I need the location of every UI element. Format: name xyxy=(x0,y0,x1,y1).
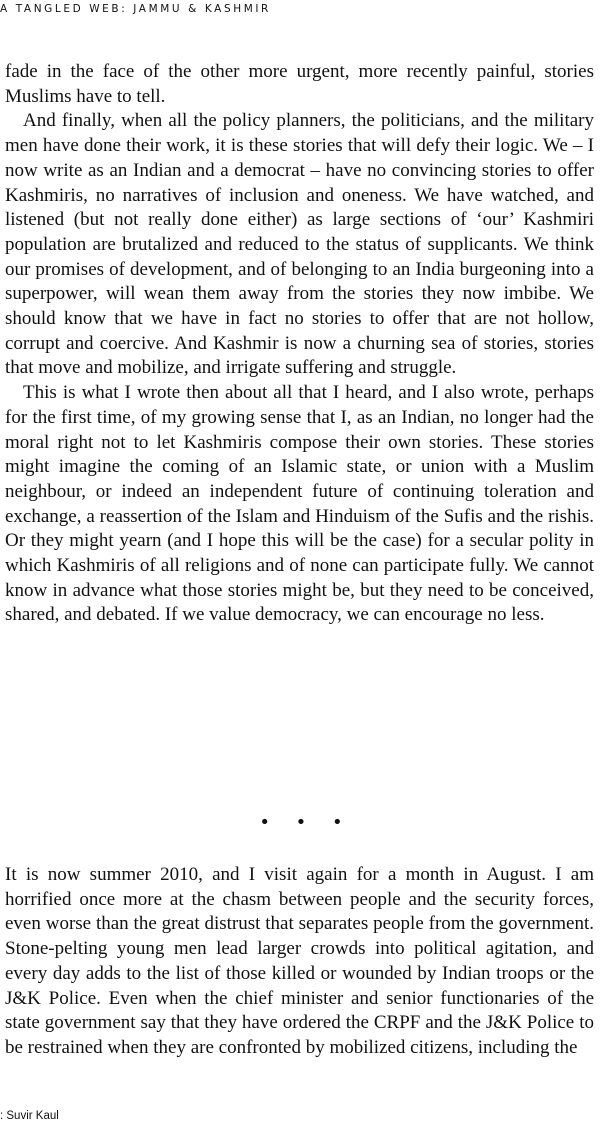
author-footer: : Suvir Kaul xyxy=(0,1110,59,1122)
running-head: A TANGLED WEB: JAMMU & KASHMIR xyxy=(0,3,271,15)
paragraph: This is what I wrote then about all that I heard, and I also wrote, perhaps for the first time, of my growing sense that I, as an Indian, no longer had the moral right not to let Kashmiris compose their own stories. These stories might imagine the coming of an Islamic state, or union with a Muslim neighbour, or indeed an independent future of continuing toleration and exchange, a reassertion of the Islam and Hinduism of the Sufis and the rishis. Or they might yearn (and I hope this will be the case) for a secular polity in which Kashmiris of all religions and of none can participate fully. We cannot know in advance what those stories might be, but they need to be conceived, shared, and debated. If we value democracy, we can encourage no less. xyxy=(5,382,594,626)
body-text-after-break xyxy=(5,863,594,1061)
body-text-before-break xyxy=(5,60,594,628)
section-break: • • • xyxy=(259,812,353,833)
paragraph: And finally, when all the policy planners, the politicians, and the military men have done their work, it is these stories that will defy their logic. We – I now write as an Indian and a democrat – have no convincing stories to offer Kashmiris, no narratives of inclusion and oneness. We have watched, and listened (but not really done either) as large sections of ‘our’ Kashmiri population are brutalized and reduced to the status of supplicants. We think our promises of development, and of belonging to an India burgeoning into a superpower, will wean them away from the stories they now imbibe. We should know that we have in fact no stories to offer that are not hollow, corrupt and coercive. And Kashmir is now a churning sea of stories, stories that move and mobilize, and irrigate suffering and struggle. xyxy=(5,110,594,379)
paragraph-continued: fade in the face of the other more urgent, more recently painful, stories Muslims have to tell. xyxy=(5,61,594,107)
paragraph: It is now summer 2010, and I visit again for a month in August. I am horrified once more at the chasm between people and the security forces, even worse than the great distrust that separates people from the government. Stone-pelting young men lead larger crowds into political agitation, and every day adds to the list of those killed or wounded by Indian troops or the J&K Police. Even when the chief minister and senior functionaries of the state government say that they have ordered the CRPF and the J&K Police to be restrained when they are confronted by mobilized citizens, including the xyxy=(5,864,594,1058)
